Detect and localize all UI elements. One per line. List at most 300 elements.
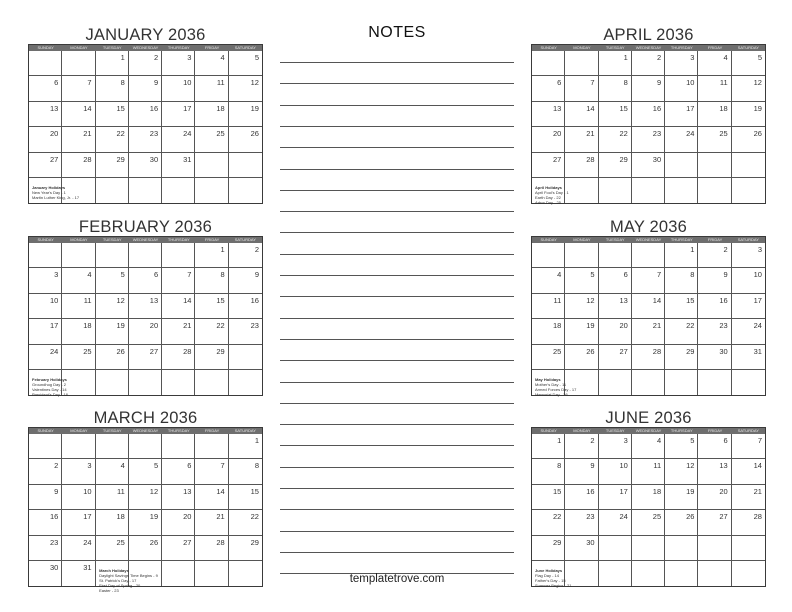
empty-cell [665, 370, 698, 395]
day-number: 5 [690, 436, 695, 445]
empty-cell [129, 243, 162, 268]
day-cell [732, 459, 765, 484]
footer-site: templatetrove.com [349, 573, 445, 585]
day-number: 14 [652, 295, 662, 305]
day-number: 8 [690, 270, 695, 280]
note-line[interactable] [280, 147, 514, 148]
day-number: 9 [254, 270, 259, 280]
day-cell [732, 51, 765, 76]
day-cell [162, 127, 195, 152]
day-number: 5 [120, 270, 125, 280]
empty-cell [732, 178, 765, 203]
day-number: 24 [753, 321, 762, 331]
day-cell [732, 268, 765, 293]
day-number: 2 [254, 245, 259, 254]
weekday-label: SUNDAY [37, 428, 54, 433]
note-line[interactable] [280, 62, 514, 63]
day-cell [732, 76, 765, 101]
day-cell [129, 268, 162, 293]
note-line[interactable] [280, 318, 514, 319]
day-number: 4 [87, 270, 92, 280]
note-line[interactable] [280, 509, 514, 510]
holiday-item: New Year's Day - 1 [32, 190, 66, 195]
day-cell [665, 76, 698, 101]
day-number: 29 [552, 537, 562, 547]
day-number: 5 [757, 53, 762, 62]
day-cell [732, 294, 765, 319]
holidays-heading: May Holidays [535, 377, 561, 382]
day-cell [162, 76, 195, 101]
day-number: 11 [653, 461, 662, 471]
day-number: 7 [87, 78, 92, 88]
day-cell [96, 345, 129, 370]
note-line[interactable] [280, 531, 514, 532]
empty-cell [229, 345, 262, 370]
empty-cell [229, 370, 262, 395]
day-cell [599, 294, 632, 319]
day-cell [195, 536, 228, 561]
day-number: 2 [54, 461, 59, 471]
note-line[interactable] [280, 275, 514, 276]
day-number: 21 [753, 486, 762, 496]
weekday-label: MONDAY [573, 237, 591, 242]
day-number: 12 [149, 486, 159, 496]
note-line[interactable] [280, 339, 514, 340]
day-number: 24 [619, 512, 628, 522]
day-number: 30 [49, 562, 59, 572]
day-number: 9 [54, 486, 59, 496]
day-cell [29, 102, 62, 127]
day-number: 30 [149, 154, 159, 164]
note-line[interactable] [280, 552, 514, 553]
weekday-label: TUESDAY [102, 428, 122, 433]
day-number: 1 [120, 53, 125, 62]
empty-cell [162, 370, 195, 395]
empty-cell [62, 51, 95, 76]
weekday-label: MONDAY [70, 237, 88, 242]
note-line[interactable] [280, 467, 514, 468]
day-cell [62, 294, 95, 319]
month-title: JANUARY 2036 [85, 26, 206, 44]
day-cell [565, 345, 598, 370]
day-cell [29, 319, 62, 344]
empty-cell [29, 243, 62, 268]
day-number: 13 [552, 103, 562, 113]
day-cell [532, 127, 565, 152]
weekday-label: WEDNESDAY [132, 428, 159, 433]
day-number: 20 [183, 512, 192, 522]
day-cell [732, 485, 765, 510]
weekday-label: THURSDAY [670, 428, 693, 433]
holiday-item: Earth Day - 22 [535, 195, 561, 200]
calendar-june [531, 409, 766, 587]
empty-cell [599, 178, 632, 203]
day-number: 29 [686, 346, 695, 356]
day-number: 19 [686, 486, 695, 496]
empty-cell [565, 178, 598, 203]
day-number: 24 [183, 129, 192, 139]
note-line[interactable] [280, 211, 514, 212]
empty-cell [632, 561, 665, 586]
day-cell [599, 510, 632, 535]
empty-cell [96, 178, 129, 203]
day-number: 25 [83, 346, 92, 356]
day-cell [565, 127, 598, 152]
holiday-item: Easter - 23 [99, 588, 119, 593]
empty-cell [195, 561, 228, 586]
day-cell [665, 127, 698, 152]
note-line[interactable] [280, 254, 514, 255]
empty-cell [665, 153, 698, 178]
weekday-label: TUESDAY [605, 428, 625, 433]
day-number: 4 [656, 436, 662, 445]
empty-cell [665, 561, 698, 586]
day-number: 22 [116, 129, 125, 139]
day-number: 19 [250, 103, 259, 113]
day-number: 5 [590, 270, 595, 280]
day-number: 11 [83, 295, 92, 305]
day-number: 28 [216, 537, 225, 547]
empty-cell [698, 561, 731, 586]
day-number: 3 [757, 245, 762, 254]
day-number: 11 [216, 78, 225, 88]
day-number: 30 [652, 154, 662, 164]
day-number: 17 [686, 103, 695, 113]
month-grid [531, 44, 766, 204]
empty-cell [29, 51, 62, 76]
day-cell [698, 345, 731, 370]
weekday-label: WEDNESDAY [635, 45, 662, 50]
day-cell [698, 102, 731, 127]
day-cell [129, 153, 162, 178]
note-line[interactable] [280, 360, 514, 361]
holiday-item: St. Patrick's Day - 17 [99, 578, 137, 583]
day-number: 25 [652, 512, 662, 522]
day-cell [129, 127, 162, 152]
weekday-label: TUESDAY [102, 237, 122, 242]
days-grid [532, 243, 765, 395]
day-cell [96, 536, 129, 561]
note-line[interactable] [280, 190, 514, 191]
weekday-label: THURSDAY [167, 45, 190, 50]
month-title: MAY 2036 [609, 218, 688, 236]
day-number: 24 [83, 537, 92, 547]
empty-cell [532, 51, 565, 76]
weekday-label: THURSDAY [670, 45, 693, 50]
day-cell [29, 510, 62, 535]
day-number: 3 [54, 270, 59, 280]
day-cell [565, 459, 598, 484]
day-cell [732, 127, 765, 152]
day-number: 16 [49, 512, 59, 522]
day-cell [532, 510, 565, 535]
day-number: 27 [619, 346, 628, 356]
day-cell [96, 510, 129, 535]
day-number: 13 [619, 295, 628, 305]
weekday-label: MONDAY [573, 428, 591, 433]
calendar-may [531, 218, 766, 396]
empty-cell [732, 561, 765, 586]
day-number: 8 [623, 78, 628, 88]
day-cell [195, 459, 228, 484]
day-cell [665, 102, 698, 127]
day-cell [599, 76, 632, 101]
day-cell [665, 434, 698, 459]
day-cell [96, 127, 129, 152]
day-cell [565, 434, 598, 459]
weekday-label: THURSDAY [167, 237, 190, 242]
day-number: 28 [753, 512, 762, 522]
day-number: 7 [757, 436, 762, 445]
day-number: 2 [590, 436, 595, 445]
day-cell [599, 51, 632, 76]
day-number: 26 [250, 129, 259, 139]
empty-cell [162, 561, 195, 586]
day-number: 28 [652, 346, 662, 356]
day-number: 24 [49, 346, 59, 356]
weekday-label: SUNDAY [37, 45, 54, 50]
note-line[interactable] [280, 105, 514, 106]
day-cell [698, 51, 731, 76]
day-number: 7 [187, 270, 192, 280]
day-cell [229, 76, 262, 101]
note-line[interactable] [280, 232, 514, 233]
day-number: 30 [719, 346, 728, 356]
day-number: 9 [656, 78, 662, 88]
days-grid [29, 243, 262, 395]
day-cell [29, 268, 62, 293]
day-number: 12 [116, 295, 125, 305]
empty-cell [129, 370, 162, 395]
weekday-label: MONDAY [70, 428, 88, 433]
empty-cell [732, 153, 765, 178]
weekday-label: SUNDAY [540, 45, 557, 50]
day-cell [162, 102, 195, 127]
empty-cell [632, 243, 665, 268]
weekday-label: FRIDAY [707, 237, 723, 242]
day-cell [229, 536, 262, 561]
day-cell [665, 319, 698, 344]
day-cell [162, 153, 195, 178]
day-number: 10 [49, 295, 59, 305]
day-cell [96, 76, 129, 101]
weekday-label: WEDNESDAY [635, 237, 662, 242]
holiday-item: Summer Begins - 21 [535, 583, 572, 588]
day-cell [665, 459, 698, 484]
day-cell [162, 459, 195, 484]
day-number: 23 [149, 129, 159, 139]
day-cell [229, 319, 262, 344]
note-line[interactable] [280, 488, 514, 489]
days-grid [532, 434, 765, 586]
day-cell [229, 127, 262, 152]
day-number: 8 [120, 78, 125, 88]
day-cell [195, 51, 228, 76]
day-cell [632, 434, 665, 459]
day-number: 14 [753, 461, 762, 471]
day-cell [29, 127, 62, 152]
day-cell [195, 294, 228, 319]
day-cell [698, 127, 731, 152]
day-number: 26 [753, 129, 762, 139]
day-cell [732, 510, 765, 535]
day-cell [698, 319, 731, 344]
empty-cell [632, 178, 665, 203]
holiday-item: Father's Day - 15 [535, 578, 566, 583]
day-cell [565, 76, 598, 101]
day-number: 10 [686, 78, 695, 88]
day-number: 7 [220, 461, 225, 471]
day-cell [129, 294, 162, 319]
day-cell [129, 51, 162, 76]
day-cell [698, 294, 731, 319]
day-number: 23 [49, 537, 59, 547]
day-cell [532, 459, 565, 484]
day-number: 30 [586, 537, 595, 547]
day-cell [96, 294, 129, 319]
day-cell [129, 76, 162, 101]
empty-cell [229, 153, 262, 178]
weekday-label: SATURDAY [737, 428, 759, 433]
day-cell [599, 153, 632, 178]
note-line[interactable] [280, 296, 514, 297]
day-number: 6 [187, 461, 192, 471]
day-cell [62, 536, 95, 561]
day-cell [229, 485, 262, 510]
day-number: 26 [586, 346, 595, 356]
weekday-label: SATURDAY [234, 45, 256, 50]
day-number: 18 [719, 103, 728, 113]
day-cell [229, 510, 262, 535]
calendar-february [28, 218, 263, 396]
day-number: 3 [187, 53, 192, 62]
note-line[interactable] [280, 169, 514, 170]
weekday-label: THURSDAY [670, 237, 693, 242]
holidays-heading: April Holidays [535, 185, 562, 190]
holidays-heading: March Holidays [99, 568, 129, 573]
day-cell [129, 510, 162, 535]
day-number: 25 [216, 129, 225, 139]
day-cell [532, 268, 565, 293]
day-cell [195, 510, 228, 535]
day-cell [665, 345, 698, 370]
note-line[interactable] [280, 403, 514, 404]
empty-cell [599, 243, 632, 268]
day-cell [229, 294, 262, 319]
day-number: 13 [719, 461, 728, 471]
note-line[interactable] [280, 382, 514, 383]
day-number: 6 [153, 270, 159, 280]
day-cell [532, 76, 565, 101]
note-line[interactable] [280, 126, 514, 127]
holidays-note [32, 377, 68, 397]
day-number: 8 [220, 270, 225, 280]
day-cell [62, 345, 95, 370]
day-cell [229, 459, 262, 484]
day-cell [532, 434, 565, 459]
day-number: 12 [753, 78, 762, 88]
month-grid [28, 427, 263, 587]
day-cell [565, 102, 598, 127]
holidays-note [32, 185, 79, 200]
day-cell [732, 345, 765, 370]
day-number: 10 [753, 270, 762, 280]
day-cell [732, 319, 765, 344]
day-cell [96, 51, 129, 76]
day-number: 31 [183, 154, 192, 164]
empty-cell [732, 536, 765, 561]
day-number: 29 [116, 154, 125, 164]
day-cell [162, 51, 195, 76]
day-cell [599, 102, 632, 127]
day-cell [96, 319, 129, 344]
day-cell [665, 243, 698, 268]
day-cell [96, 485, 129, 510]
month-grid [531, 427, 766, 587]
day-cell [698, 485, 731, 510]
day-cell [565, 319, 598, 344]
note-line[interactable] [280, 424, 514, 425]
empty-cell [195, 370, 228, 395]
empty-cell [698, 536, 731, 561]
day-number: 15 [552, 486, 562, 496]
holiday-item: Memorial Day - 26 [535, 392, 568, 397]
day-number: 13 [149, 295, 159, 305]
empty-cell [565, 51, 598, 76]
empty-cell [565, 243, 598, 268]
day-number: 17 [49, 321, 59, 331]
day-number: 22 [216, 321, 225, 331]
day-cell [698, 268, 731, 293]
month-title: FEBRUARY 2036 [78, 218, 213, 236]
month-title: JUNE 2036 [605, 409, 692, 427]
day-cell [62, 459, 95, 484]
empty-cell [698, 153, 731, 178]
day-number: 14 [216, 486, 225, 496]
day-number: 18 [552, 321, 562, 331]
day-number: 4 [220, 53, 225, 62]
day-number: 9 [723, 270, 728, 280]
day-number: 11 [553, 295, 562, 305]
day-cell [599, 345, 632, 370]
weekday-label: TUESDAY [605, 237, 625, 242]
day-cell [162, 345, 195, 370]
day-number: 4 [723, 53, 728, 62]
weekday-label: THURSDAY [167, 428, 190, 433]
note-line[interactable] [280, 83, 514, 84]
day-number: 22 [686, 321, 695, 331]
day-cell [565, 153, 598, 178]
day-number: 12 [686, 461, 695, 471]
holiday-item: Valentines Day - 14 [32, 387, 67, 392]
day-cell [195, 243, 228, 268]
empty-cell [96, 434, 129, 459]
day-cell [29, 153, 62, 178]
day-cell [698, 76, 731, 101]
day-number: 16 [719, 295, 728, 305]
day-number: 14 [586, 103, 595, 113]
day-cell [129, 102, 162, 127]
weekday-label: WEDNESDAY [132, 237, 159, 242]
day-cell [632, 153, 665, 178]
empty-cell [195, 178, 228, 203]
day-number: 17 [83, 512, 92, 522]
day-number: 31 [83, 562, 92, 572]
day-cell [195, 345, 228, 370]
day-number: 3 [623, 436, 628, 445]
day-cell [632, 345, 665, 370]
note-line[interactable] [280, 445, 514, 446]
